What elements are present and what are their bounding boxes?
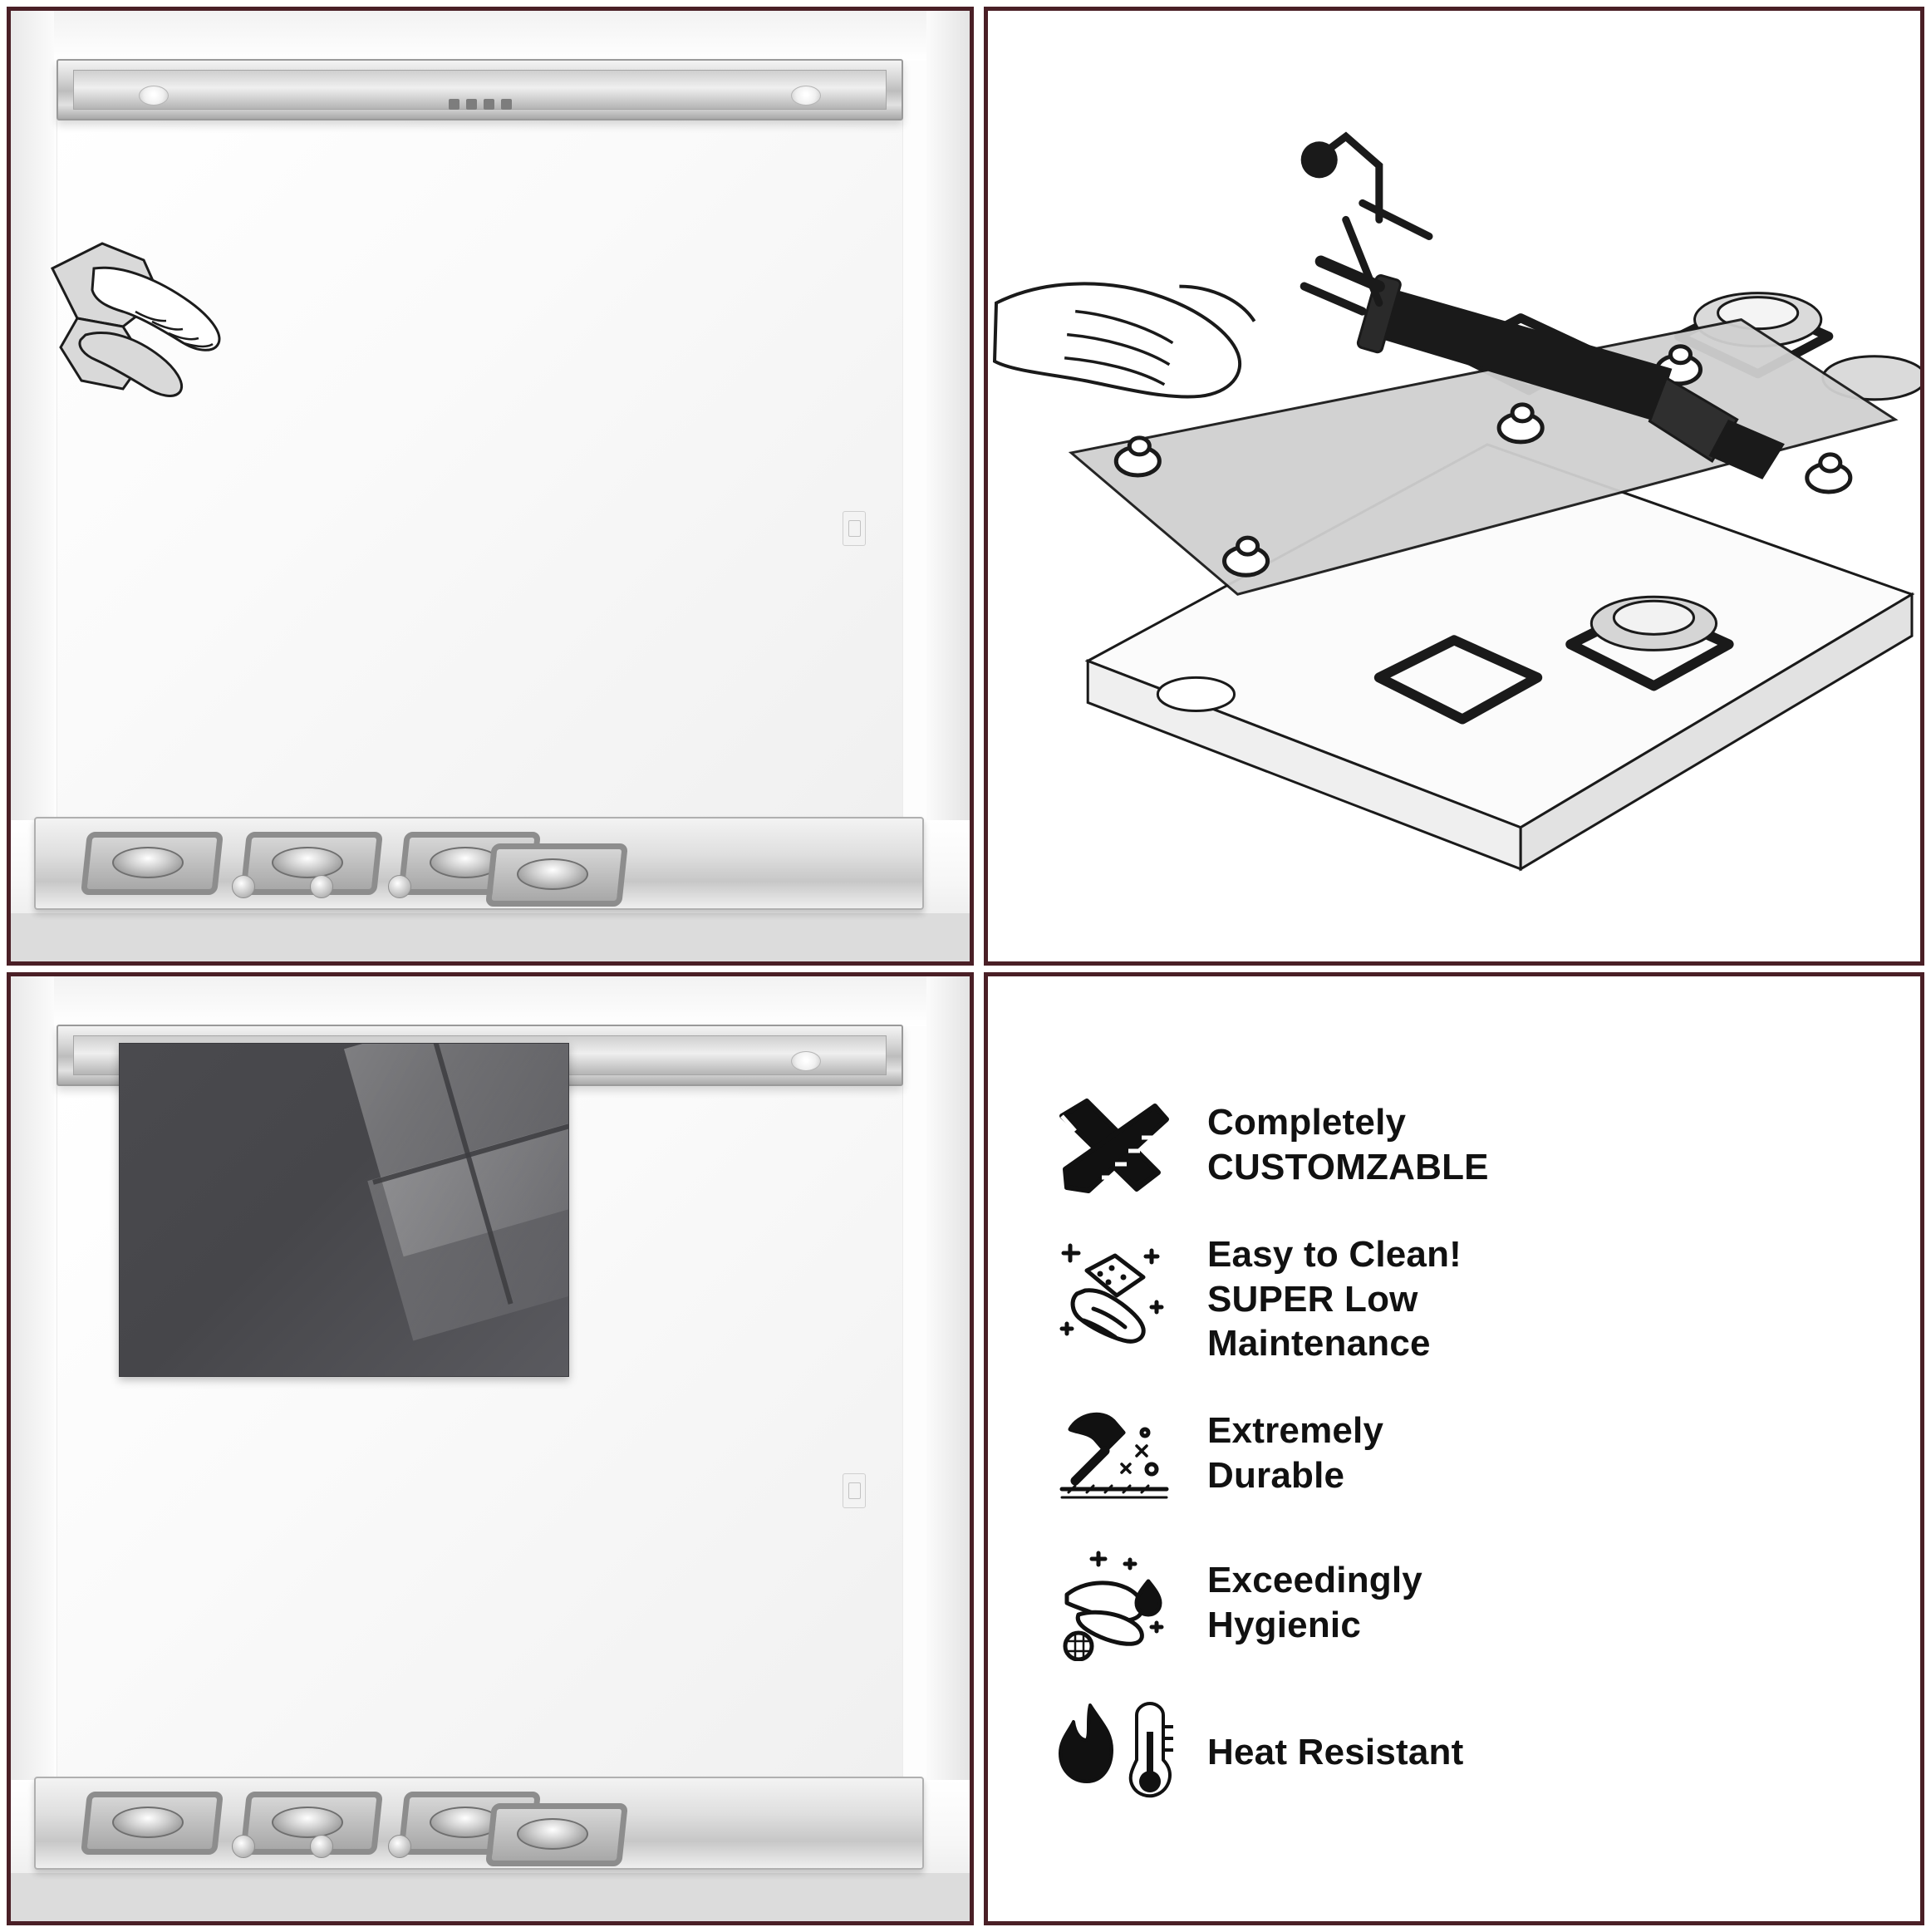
power-socket-icon	[843, 511, 866, 546]
extractor-hood-icon	[57, 59, 903, 120]
counter-front-band	[11, 913, 970, 961]
hob-knob	[388, 1835, 411, 1858]
hob-knob	[310, 1835, 333, 1858]
hob-burner	[489, 1803, 613, 1865]
kitchen-scene-installed	[11, 976, 970, 1921]
hood-light-icon	[139, 86, 169, 106]
feature-label-line: Exceedingly	[1207, 1560, 1422, 1601]
feature-label-line: Extremely	[1207, 1410, 1384, 1452]
adhesive-application-illustration	[988, 11, 1920, 961]
feature-item-easy-to-clean	[1046, 1232, 1887, 1366]
hand-cloth-icon	[44, 235, 243, 426]
ceiling	[11, 11, 970, 61]
burner-cap	[272, 1807, 343, 1838]
panel-features	[984, 972, 1924, 1925]
hob-burner	[84, 1792, 209, 1853]
feature-label-line: Heat Resistant	[1207, 1732, 1464, 1773]
feature-item-heat-resistant	[1046, 1690, 1887, 1815]
feature-label	[1207, 1558, 1422, 1647]
hood-control-button	[449, 99, 459, 110]
countertop	[11, 1780, 970, 1921]
feature-item-customizable	[1046, 1083, 1887, 1207]
ceiling	[11, 976, 970, 1026]
counter-front-band	[11, 1873, 970, 1921]
washing-hands-icon	[1046, 1545, 1179, 1661]
hood-control-button	[501, 99, 512, 110]
feature-label-line: Hygienic	[1207, 1605, 1361, 1645]
feature-label-line: Maintenance	[1207, 1323, 1431, 1364]
hob-knob	[232, 875, 255, 898]
hob-burner	[243, 1792, 368, 1853]
hood-light-icon	[791, 1051, 821, 1071]
panel-clean-wall	[7, 7, 974, 966]
hood-light-icon	[791, 86, 821, 106]
hand-with-cloth-illustration	[44, 235, 243, 426]
burner-cap	[517, 1818, 588, 1850]
gas-hob-icon	[34, 1777, 924, 1870]
burner-cap	[112, 847, 184, 878]
feature-label	[1207, 1730, 1463, 1775]
feature-label-line: CUSTOMZABLE	[1207, 1146, 1489, 1187]
feature-label-line: Durable	[1207, 1455, 1345, 1496]
hood-control-button	[466, 99, 477, 110]
feature-label	[1207, 1232, 1462, 1366]
sponge-sparkle-icon	[1046, 1241, 1179, 1357]
pencil-ruler-icon	[1046, 1087, 1179, 1203]
gas-hob-icon	[34, 817, 924, 910]
panel-installed-result	[7, 972, 974, 1925]
countertop	[11, 820, 970, 961]
wall-back	[57, 117, 903, 820]
feature-label-line: Easy to Clean!	[1207, 1233, 1462, 1275]
feature-list	[988, 976, 1920, 1921]
feature-label-line: SUPER Low	[1207, 1278, 1418, 1320]
burner-cap	[112, 1807, 184, 1838]
feature-label	[1207, 1408, 1383, 1497]
hood-control-button	[484, 99, 494, 110]
wall-right	[926, 11, 970, 961]
hand-icon	[995, 283, 1255, 396]
feature-label	[1207, 1100, 1489, 1189]
burner-cap	[272, 847, 343, 878]
install-diagram-icon	[988, 11, 1920, 961]
burner-cap	[517, 858, 588, 890]
power-socket-icon	[843, 1473, 866, 1508]
kitchen-scene-clean	[11, 11, 970, 961]
adhesive-dot-icon	[1807, 455, 1850, 492]
feature-item-durable	[1046, 1391, 1887, 1516]
glass-splashback-installed	[119, 1043, 569, 1377]
hob-knob	[310, 875, 333, 898]
hood-controls	[449, 99, 512, 110]
hob-burner	[84, 832, 209, 893]
hob-knob	[232, 1835, 255, 1858]
feature-item-hygienic	[1046, 1541, 1887, 1665]
hob-knob	[388, 875, 411, 898]
hood-inner-panel	[73, 70, 887, 110]
flame-thermometer-icon	[1046, 1694, 1179, 1811]
hammer-nail-icon	[1046, 1395, 1179, 1512]
hob-burner	[489, 843, 613, 905]
hob-burner	[243, 832, 368, 893]
panel-apply-adhesive	[984, 7, 1924, 966]
feature-label-line: Completely	[1207, 1102, 1407, 1143]
